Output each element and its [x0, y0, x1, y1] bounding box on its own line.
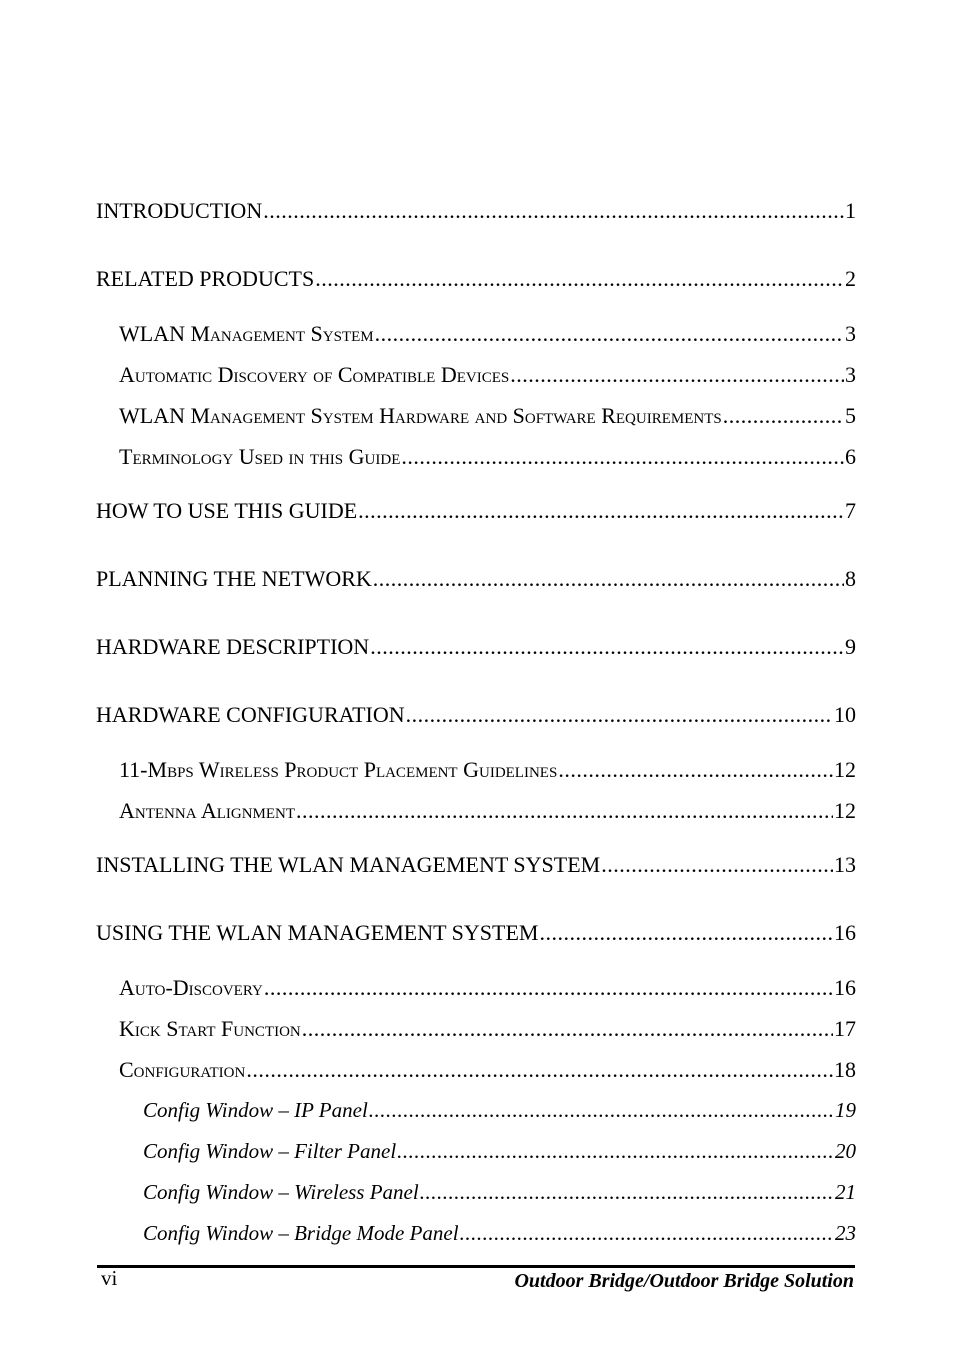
- dot-leader: [601, 852, 833, 878]
- toc-entry-title: Config Window – Filter Panel: [143, 1139, 397, 1163]
- toc-subentry[interactable]: [119, 1016, 856, 1042]
- toc-subentry[interactable]: [119, 1057, 856, 1083]
- toc-subentry[interactable]: [119, 798, 856, 824]
- toc-entry-page: 5: [845, 403, 856, 428]
- dot-leader: [510, 362, 844, 388]
- dot-leader: [246, 1057, 833, 1083]
- toc-entry[interactable]: [96, 498, 856, 524]
- toc-subsubentry[interactable]: [143, 1180, 856, 1205]
- dot-leader: [264, 975, 833, 1001]
- toc-entry-title: Automatic Discovery of Compatible Devices: [119, 362, 510, 387]
- toc-entry[interactable]: [96, 198, 856, 224]
- toc-entry-title: Config Window – Wireless Panel: [143, 1180, 419, 1204]
- dot-leader: [460, 1221, 834, 1246]
- dot-leader: [302, 1016, 833, 1042]
- toc-entry-title: Auto-Discovery: [119, 975, 263, 1000]
- toc-entry[interactable]: [96, 634, 856, 660]
- toc-subsubentry[interactable]: [143, 1221, 856, 1246]
- toc-entry-title: Config Window – Bridge Mode Panel: [143, 1221, 459, 1245]
- toc-entry-title: WLAN Management System Hardware and Software Requirements: [119, 403, 722, 428]
- dot-leader: [296, 798, 833, 824]
- toc-subentry[interactable]: [119, 757, 856, 783]
- dot-leader: [263, 198, 844, 224]
- toc-subentry[interactable]: [119, 362, 856, 388]
- dot-leader: [370, 634, 844, 660]
- toc-entry[interactable]: [96, 920, 856, 946]
- toc-subentry[interactable]: [119, 403, 856, 429]
- toc-entry-page: 20: [835, 1139, 856, 1163]
- toc-entry-title: INTRODUCTION: [96, 198, 263, 223]
- dot-leader: [406, 702, 833, 728]
- dot-leader: [723, 403, 844, 429]
- toc-entry-title: 11-Mbps Wireless Product Placement Guidelines: [119, 757, 558, 782]
- toc-entry-page: 1: [845, 198, 856, 223]
- toc-entry-page: 9: [845, 634, 856, 659]
- toc-subentry[interactable]: [119, 444, 856, 470]
- dot-leader: [539, 920, 833, 946]
- dot-leader: [375, 321, 844, 347]
- toc-entry-title: Terminology Used in this Guide: [119, 444, 401, 469]
- dot-leader: [315, 266, 844, 292]
- dot-leader: [420, 1180, 834, 1205]
- toc-entry-page: 3: [845, 321, 856, 346]
- toc-entry-title: INSTALLING THE WLAN MANAGEMENT SYSTEM: [96, 852, 601, 877]
- toc-entry-page: 17: [834, 1016, 856, 1041]
- toc-entry-title: RELATED PRODUCTS: [96, 266, 315, 291]
- toc-entry-title: HARDWARE CONFIGURATION: [96, 702, 405, 727]
- toc-subsubentry[interactable]: [143, 1139, 856, 1164]
- toc-entry-page: 21: [835, 1180, 856, 1204]
- toc-entry-page: 10: [834, 702, 856, 727]
- toc-entry-page: 16: [834, 975, 856, 1000]
- toc-entry[interactable]: [96, 266, 856, 292]
- toc-subsubentry[interactable]: [143, 1098, 856, 1123]
- toc-entry-page: 7: [845, 498, 856, 523]
- dot-leader: [358, 498, 844, 524]
- toc-subentry[interactable]: [119, 975, 856, 1001]
- footer-rule: [97, 1265, 855, 1268]
- toc-entry-page: 12: [834, 757, 856, 782]
- toc-entry-page: 6: [845, 444, 856, 469]
- toc-entry[interactable]: [96, 852, 856, 878]
- toc-entry-title: PLANNING THE NETWORK: [96, 566, 372, 591]
- toc-entry-title: Configuration: [119, 1057, 246, 1082]
- toc-entry-page: 16: [834, 920, 856, 945]
- footer-page-number: vi: [101, 1266, 118, 1290]
- toc-entry-title: HOW TO USE THIS GUIDE: [96, 498, 358, 523]
- toc-entry-page: 12: [834, 798, 856, 823]
- footer-title: Outdoor Bridge/Outdoor Bridge Solution: [514, 1270, 854, 1292]
- dot-leader: [397, 1139, 834, 1164]
- dot-leader: [558, 757, 833, 783]
- toc-entry-page: 3: [845, 362, 856, 387]
- toc-entry[interactable]: [96, 566, 856, 592]
- toc-entry-title: Kick Start Function: [119, 1016, 301, 1041]
- toc-entry-page: 23: [835, 1221, 856, 1245]
- dot-leader: [369, 1098, 834, 1123]
- toc-entry-page: 18: [834, 1057, 856, 1082]
- dot-leader: [373, 566, 844, 592]
- toc-entry-page: 2: [845, 266, 856, 291]
- toc-entry-page: 19: [835, 1098, 856, 1122]
- dot-leader: [401, 444, 844, 470]
- toc-entry-title: USING THE WLAN MANAGEMENT SYSTEM: [96, 920, 539, 945]
- toc-entry-title: Antenna Alignment: [119, 798, 296, 823]
- toc-entry[interactable]: [96, 702, 856, 728]
- toc-entry-title: WLAN Management System: [119, 321, 374, 346]
- toc-entry-page: 8: [845, 566, 856, 591]
- toc-entry-title: HARDWARE DESCRIPTION: [96, 634, 370, 659]
- toc-entry-page: 13: [834, 852, 856, 877]
- toc-entry-title: Config Window – IP Panel: [143, 1098, 368, 1122]
- toc-subentry[interactable]: [119, 321, 856, 347]
